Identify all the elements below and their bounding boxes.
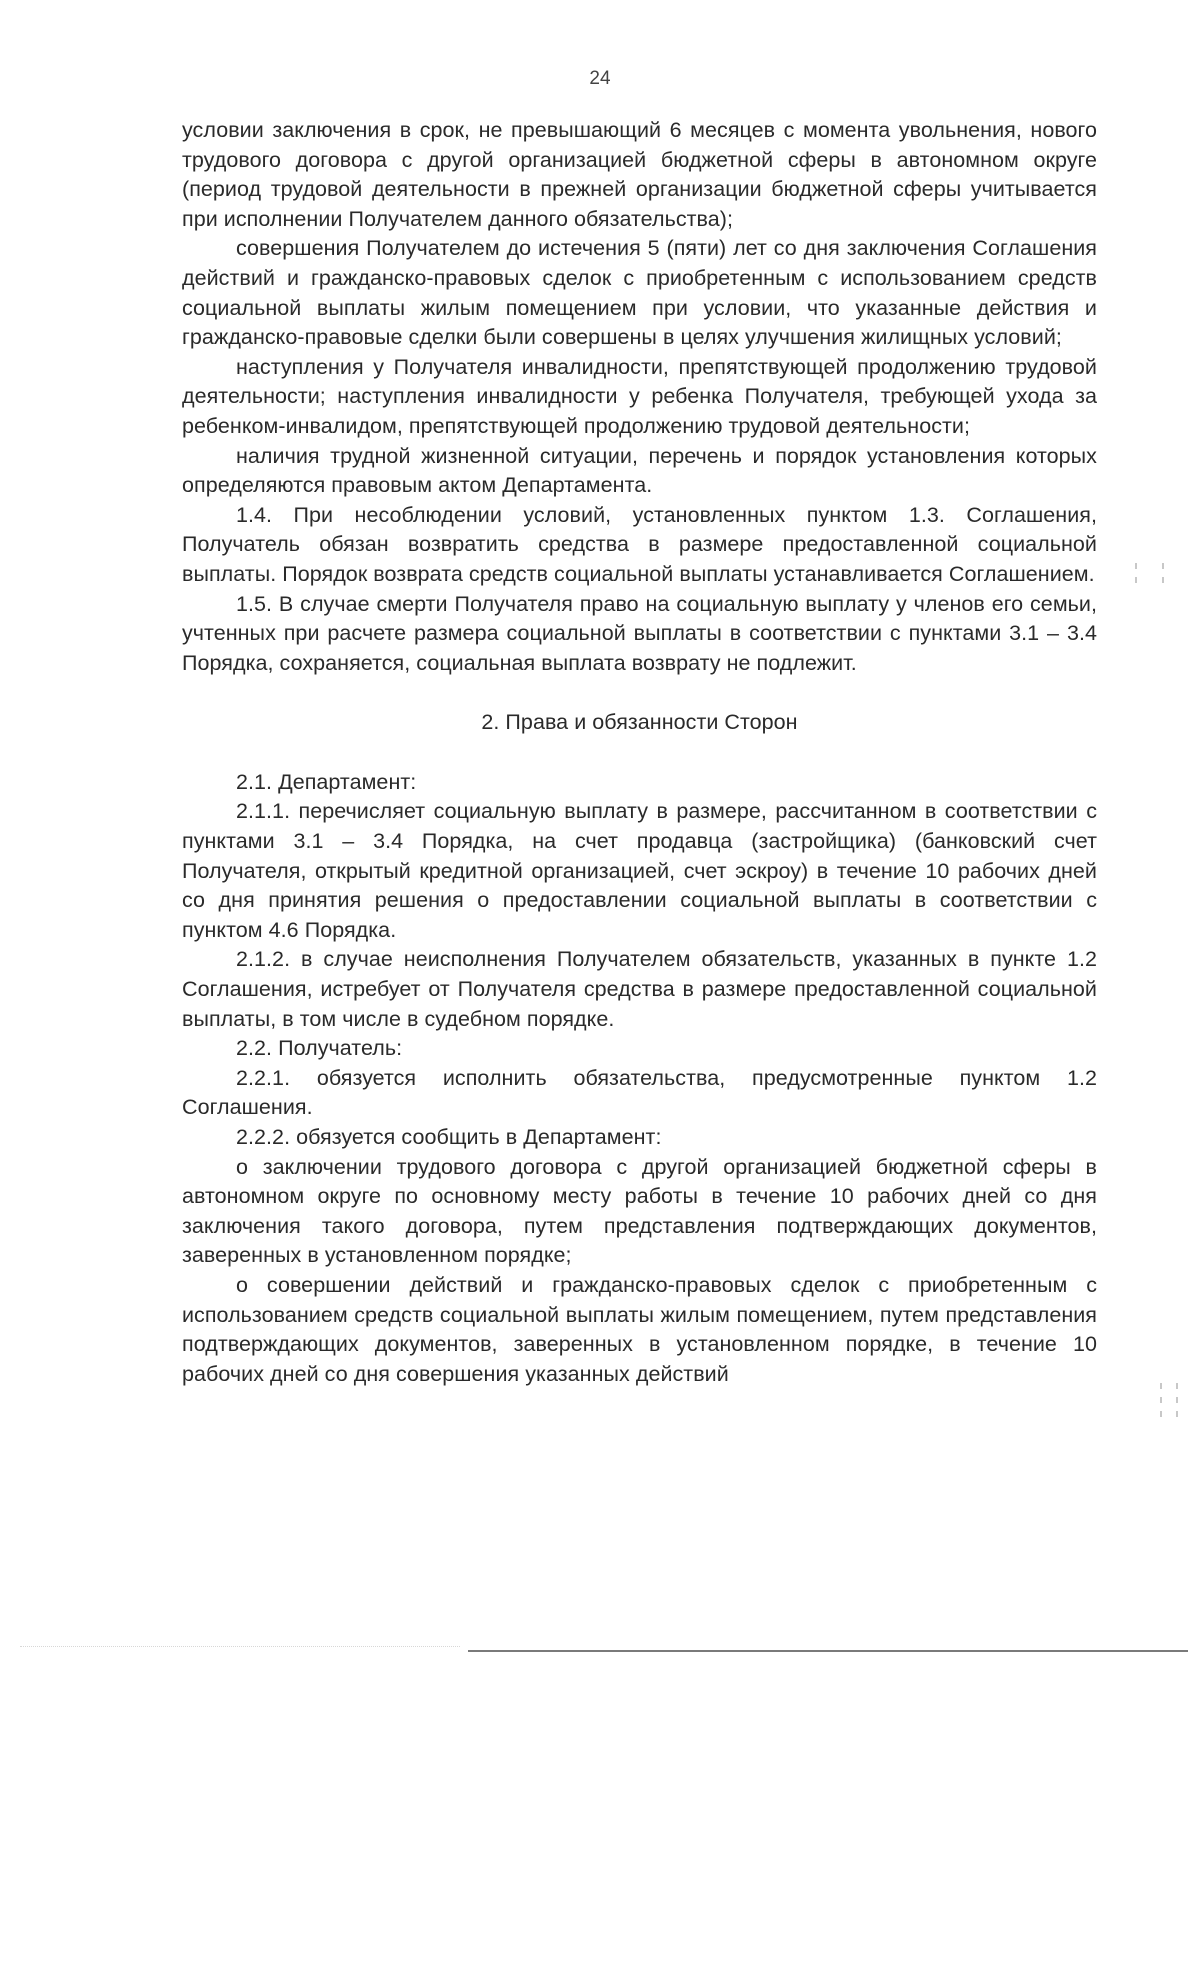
page-number: 24 [589, 68, 611, 89]
paragraph-transactions: совершения Получателем до истечения 5 (пяти) лет со дня заключения Соглашения действий и гражданско-правовых сделок с приобретенным с использованием средств социальной выплаты жилым помещением при условии, что указанные действия и гражданско-правовые сделки были совершены в целях улучшения жилищных условий; [182, 236, 1097, 350]
scan-mark [1160, 1383, 1162, 1419]
paragraph-2-1-2: 2.1.2. в случае неисполнения Получателем обязательств, указанных в пункте 1.2 Соглашения, истребует от Получателя средства в размере предоставленной социальной выплаты, в том числе в судебном порядке. [182, 947, 1097, 1031]
document-body [182, 116, 1097, 1389]
paragraph-2-2: 2.2. Получатель: [236, 1036, 403, 1061]
scan-mark [1162, 563, 1164, 583]
scan-artifact-line [20, 1646, 460, 1647]
paragraph-notify-transactions: о совершении действий и гражданско-правовых сделок с приобретенным с использованием средств социальной выплаты жилым помещением, путем представления подтверждающих документов, заверенных в установленном порядке, в течение 10 рабочих дней со дня совершения указанных действий [182, 1272, 1097, 1386]
paragraph-2-2-2: 2.2.2. обязуется сообщить в Департамент: [236, 1125, 662, 1149]
paragraph-notify-contract: о заключении трудового договора с другой организацией бюджетной сферы в автономном округе по основному месту работы в течение 10 рабочих дней со дня заключения такого договора, путем представления подтверждающих документов, заверенных в установленном порядке; [182, 1154, 1097, 1268]
paragraph-disability: наступления у Получателя инвалидности, препятствующей продолжению трудовой деятельности; наступления инвалидности у ребенка Получателя, требующей ухода за ребенком-инвалидом, препятствующей продолжению трудовой деятельности; [182, 354, 1097, 438]
paragraph-1-5: 1.5. В случае смерти Получателя право на социальную выплату у членов его семьи, учтенных при расчете размера социальной выплаты в соответствии с пунктами 3.1 – 3.4 Порядка, сохраняется, социальная выплата возврату не подлежит. [182, 591, 1097, 675]
paragraph-2-1: 2.1. Департамент: [236, 769, 417, 794]
scan-mark [1176, 1383, 1178, 1419]
paragraph-1-4: 1.4. При несоблюдении условий, установленных пунктом 1.3. Соглашения, Получатель обязан возвратить средства в размере предоставленной социальной выплаты. Порядок возврата средств социальной выплаты устанавливается Соглашением. [182, 502, 1097, 586]
scan-mark [1135, 563, 1137, 583]
paragraph-condition-new-contract: условии заключения в срок, не превышающий 6 месяцев с момента увольнения, нового трудового договора с другой организацией бюджетной сферы в автономном округе (период трудовой деятельности в прежней организации бюджетной сферы учитывается при исполнении Получателем данного обязательства); [182, 118, 1097, 231]
paragraph-2-2-1: 2.2.1. обязуется исполнить обязательства, предусмотренные пунктом 1.2 Соглашения. [182, 1065, 1097, 1120]
paragraph-hardship: наличия трудной жизненной ситуации, перечень и порядок установления которых определяются правовым актом Департамента. [182, 443, 1097, 498]
scan-divider-line [468, 1650, 1188, 1652]
section-heading: 2. Права и обязанности Сторон [481, 710, 798, 735]
paragraph-2-1-1: 2.1.1. перечисляет социальную выплату в размере, рассчитанном в соответствии с пунктами 3.1 – 3.4 Порядка, на счет продавца (застройщика) (банковский счет Получателя, открытый кредитной организацией, счет эскроу) в течение 10 рабочих дней со дня принятия решения о предоставлении социальной выплаты в соответствии с пунктом 4.6 Порядка. [182, 799, 1097, 942]
